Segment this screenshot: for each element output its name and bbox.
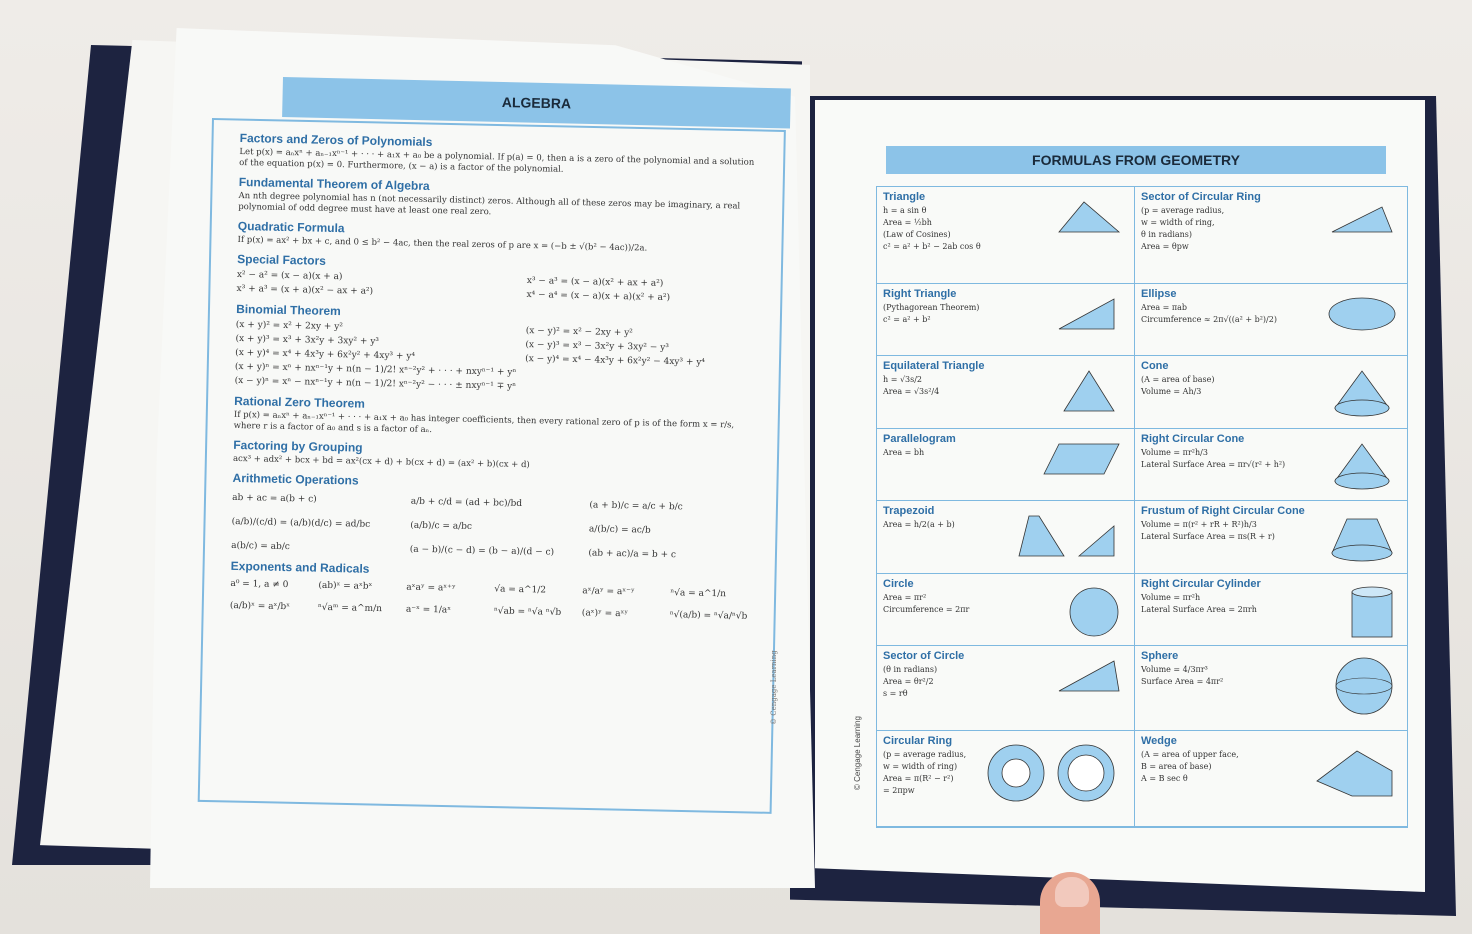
cell-line: c² = a² + b² − 2ab cos θ [883, 242, 981, 251]
arithmetic-formulas [231, 491, 752, 564]
formula: aˣ/aʸ = aˣ⁻ʸ [582, 586, 635, 598]
formula: ⁿ√(a/b) = ⁿ√a/ⁿ√b [669, 610, 748, 622]
section-text: Let p(x) = aₙxⁿ + aₙ₋₁xⁿ⁻¹ + · · · + a₁x + a₀ be a polynomial. If p(a) = 0, then a is a zero of the polynomial and a solution of the equation p(x) = 0. Furthermore, (x − a) is a factor of the polynomial. [239, 146, 755, 175]
cell-right-circular-cone [1135, 429, 1407, 502]
section-text: If p(x) = ax² + bx + c, and 0 ≤ b² − 4ac, then the real zeros of p are x = (−b ± √(b² − 4ac))/2a. [237, 234, 648, 254]
section-heading: Factoring by Grouping [233, 437, 363, 455]
cell-line: B = area of base) [1141, 761, 1212, 771]
geometry-title: FORMULAS FROM GEOMETRY [1032, 152, 1240, 168]
formula: (ab)ˣ = aˣbˣ [318, 580, 373, 592]
section-heading: Arithmetic Operations [232, 470, 359, 488]
formula: ⁿ√ab = ⁿ√a ⁿ√b [493, 606, 562, 618]
cell-line: (p = average radius, [883, 749, 967, 759]
cylinder-figure [1347, 584, 1397, 644]
geometry-grid [876, 186, 1408, 828]
cell-line: Volume = 4/3πr³ [1141, 665, 1208, 674]
cell-line: w = width of ring) [883, 761, 958, 771]
cell-line: c² = a² + b² [883, 314, 931, 324]
left-page-credit: © Cengage Learning [770, 650, 778, 725]
formula: (aˣ)ʸ = aˣʸ [581, 608, 629, 620]
formula: (x + y)³ = x³ + 3x²y + 3xy² + y³ [235, 333, 380, 347]
cell-title: Ellipse [1141, 287, 1177, 300]
formula: ab + ac = a(b + c) [232, 492, 317, 505]
section-heading: Rational Zero Theorem [234, 393, 366, 411]
cell-line: Volume = πr²h/3 [1141, 447, 1208, 457]
cell-line: Area = h/2(a + b) [883, 520, 955, 529]
formula: a/b + c/d = (ad + bc)/bd [410, 496, 523, 509]
formula: (x − y)³ = x³ − 3x²y + 3xy² − y³ [525, 340, 669, 354]
cell-triangle [877, 187, 1135, 284]
cell-right-circular-cylinder [1135, 574, 1407, 647]
cell-line: (Pythagorean Theorem) [883, 302, 980, 312]
cell-line: Lateral Surface Area = 2πrh [1141, 604, 1257, 614]
formula: (x − y)⁴ = x⁴ − 4x³y + 6x²y² − 4xy³ + y⁴ [525, 354, 706, 368]
cell-line: Area = √3s²/4 [883, 387, 940, 396]
cell-equilateral-triangle [877, 356, 1135, 429]
cell-line: Volume = πr²h [1141, 592, 1201, 602]
formula: a⁰ = 1, a ≠ 0 [230, 578, 289, 591]
cell-ellipse [1135, 284, 1407, 357]
section-heading: Quadratic Formula [237, 218, 345, 236]
cell-sphere [1135, 646, 1407, 731]
cell-line: h = a sin θ [883, 206, 927, 215]
cell-title: Circle [883, 577, 914, 590]
cell-title: Frustum of Right Circular Cone [1141, 505, 1305, 517]
cell-title: Equilateral Triangle [883, 360, 985, 372]
cell-line: Area = ½bh [883, 218, 932, 227]
formula: (a + b)/c = a/c + b/c [589, 500, 683, 513]
circle-sector-figure [1054, 656, 1124, 696]
section-heading: Exponents and Radicals [230, 558, 370, 576]
cell-line: Area = π(R² − r²) [883, 773, 954, 783]
cell-line: Area = bh [883, 447, 925, 457]
cell-line: A = B sec θ [1141, 773, 1188, 783]
cell-line: Lateral Surface Area = πr√(r² + h²) [1141, 459, 1286, 469]
wedge-figure [1312, 741, 1397, 801]
circular-ring-figure [984, 741, 1124, 806]
section-heading: Binomial Theorem [236, 301, 341, 319]
cell-line: (A = area of upper face, [1141, 749, 1239, 759]
algebra-title: ALGEBRA [501, 93, 572, 112]
formula: √a = a^1/2 [494, 584, 547, 596]
cell-line: (p = average radius, [1141, 206, 1225, 215]
formula: x³ + a³ = (x + a)(x² − ax + a²) [236, 283, 374, 297]
formula: (x − y)ⁿ = xⁿ − nxⁿ⁻¹y + n(n − 1)/2! xⁿ⁻²y² − · · · ± nxyⁿ⁻¹ ∓ yⁿ [234, 375, 517, 392]
right-triangle-figure [1054, 294, 1124, 334]
cell-line: Circumference = 2πr [883, 604, 970, 614]
formula: (a/b)/c = a/bc [410, 520, 473, 532]
sphere-figure [1332, 656, 1397, 716]
cell-title: Sector of Circular Ring [1141, 191, 1261, 203]
frustum-figure [1327, 511, 1397, 566]
cell-line: Area = πr² [883, 592, 927, 602]
ring-sector-figure [1327, 197, 1397, 237]
section-heading: Factors and Zeros of Polynomials [239, 130, 433, 150]
section-text: If p(x) = aₙxⁿ + aₙ₋₁xⁿ⁻¹ + · · · + a₁x + a₀ has integer coefficients, then every rational zero of p is of the form x = r/s, where r is a factor of a₀ and s is a factor of aₙ. [233, 409, 735, 436]
formula: (x + y)² = x² + 2xy + y² [235, 319, 344, 333]
parallelogram-figure [1039, 439, 1124, 479]
cell-parallelogram [877, 429, 1135, 502]
cell-line: = 2πpw [883, 785, 915, 795]
cell-title: Sector of Circle [883, 650, 965, 662]
cell-title: Triangle [883, 191, 926, 203]
formula: a(b/c) = ab/c [231, 540, 290, 553]
cell-line: Volume = π(r² + rR + R²)h/3 [1141, 520, 1257, 529]
cell-wedge [1135, 731, 1407, 828]
section-heading: Fundamental Theorem of Algebra [238, 174, 430, 193]
cell-line: Lateral Surface Area = πs(R + r) [1141, 532, 1275, 541]
cell-line: Volume = Ah/3 [1141, 387, 1202, 396]
formula: x² − a² = (x − a)(x + a) [236, 269, 343, 283]
cell-title: Right Triangle [883, 287, 957, 300]
cell-circular-ring [877, 731, 1135, 828]
cell-sector-of-circle [877, 646, 1135, 731]
formula: x⁴ − a⁴ = (x − a)(x + a)(x² + a²) [526, 290, 671, 304]
cell-title: Trapezoid [883, 505, 935, 517]
cell-title: Right Circular Cylinder [1141, 577, 1261, 590]
formula: x³ − a³ = (x − a)(x² + ax + a²) [526, 276, 664, 289]
cell-title: Circular Ring [883, 734, 953, 747]
trapezoid-figure [1014, 511, 1124, 561]
formula: (a/b)ˣ = aˣ/bˣ [229, 600, 291, 613]
ellipse-figure [1327, 294, 1397, 334]
cell-line: w = width of ring, [1141, 218, 1215, 227]
cell-title: Right Circular Cone [1141, 432, 1245, 445]
circle-figure [1064, 584, 1124, 639]
cell-frustum [1135, 501, 1407, 574]
cell-sector-of-circular-ring [1135, 187, 1407, 284]
cell-line: (A = area of base) [1141, 375, 1215, 384]
cell-line: (Law of Cosines) [883, 230, 951, 239]
cell-line: (θ in radians) [883, 665, 938, 674]
formula: (a/b)/(c/d) = (a/b)(d/c) = ad/bc [231, 516, 371, 530]
cell-title: Parallelogram [883, 432, 956, 445]
cell-right-triangle [877, 284, 1135, 357]
cell-trapezoid [877, 501, 1135, 574]
cell-title: Cone [1141, 360, 1169, 372]
formula: a/(b/c) = ac/b [588, 524, 651, 536]
cell-line: h = √3s/2 [883, 375, 923, 384]
fingernail [1055, 877, 1089, 907]
formula: (x + y)ⁿ = xⁿ + nxⁿ⁻¹y + n(n − 1)/2! xⁿ⁻²y² + · · · + nxyⁿ⁻¹ + yⁿ [234, 361, 517, 378]
cell-circle [877, 574, 1135, 647]
right-circular-cone-figure [1327, 439, 1397, 494]
cell-line: θ in radians) [1141, 230, 1193, 239]
section-text: An nth degree polynomial has n (not necessarily distinct) zeros. Although all of these zeros may be imaginary, a real polynomial of odd degree must have at least one real zero. [238, 190, 741, 218]
geometry-title-band [886, 146, 1386, 174]
formula: (x − y)² = x² − 2xy + y² [525, 326, 633, 339]
right-page-credit: © Cengage Learning [853, 716, 862, 790]
cell-line: Surface Area = 4πr² [1141, 677, 1224, 686]
cell-cone [1135, 356, 1407, 429]
cell-title: Sphere [1141, 650, 1179, 662]
formula: (x + y)⁴ = x⁴ + 4x³y + 6x²y² + 4xy³ + y⁴ [235, 347, 416, 362]
formula: (ab + ac)/a = b + c [588, 548, 677, 561]
section-heading: Special Factors [237, 251, 327, 268]
formula: (a − b)/(c − d) = (b − a)/(d − c) [409, 544, 555, 558]
equilateral-triangle-figure [1054, 366, 1124, 416]
cell-line: s = rθ [883, 689, 908, 698]
cell-line: Area = θpw [1141, 242, 1189, 251]
algebra-content [226, 125, 760, 816]
formula: aˣaʸ = aˣ⁺ʸ [406, 582, 456, 594]
cell-line: Area = πab [1141, 302, 1188, 312]
section-text: acx³ + adx² + bcx + bd = ax²(cx + d) + b(cx + d) = (ax² + b)(cx + d) [232, 453, 530, 471]
cell-line: Area = θr²/2 [883, 677, 934, 686]
cell-title: Wedge [1141, 734, 1177, 747]
cell-line: Circumference ≈ 2π√((a² + b²)/2) [1141, 314, 1277, 324]
formula: ⁿ√aᵐ = a^m/n [317, 602, 383, 615]
formula: ⁿ√a = a^1/n [670, 588, 727, 600]
cone-figure [1327, 366, 1397, 421]
formula: a⁻ˣ = 1/aˣ [405, 604, 452, 616]
triangle-figure [1054, 197, 1124, 237]
exponent-formulas [230, 577, 751, 624]
